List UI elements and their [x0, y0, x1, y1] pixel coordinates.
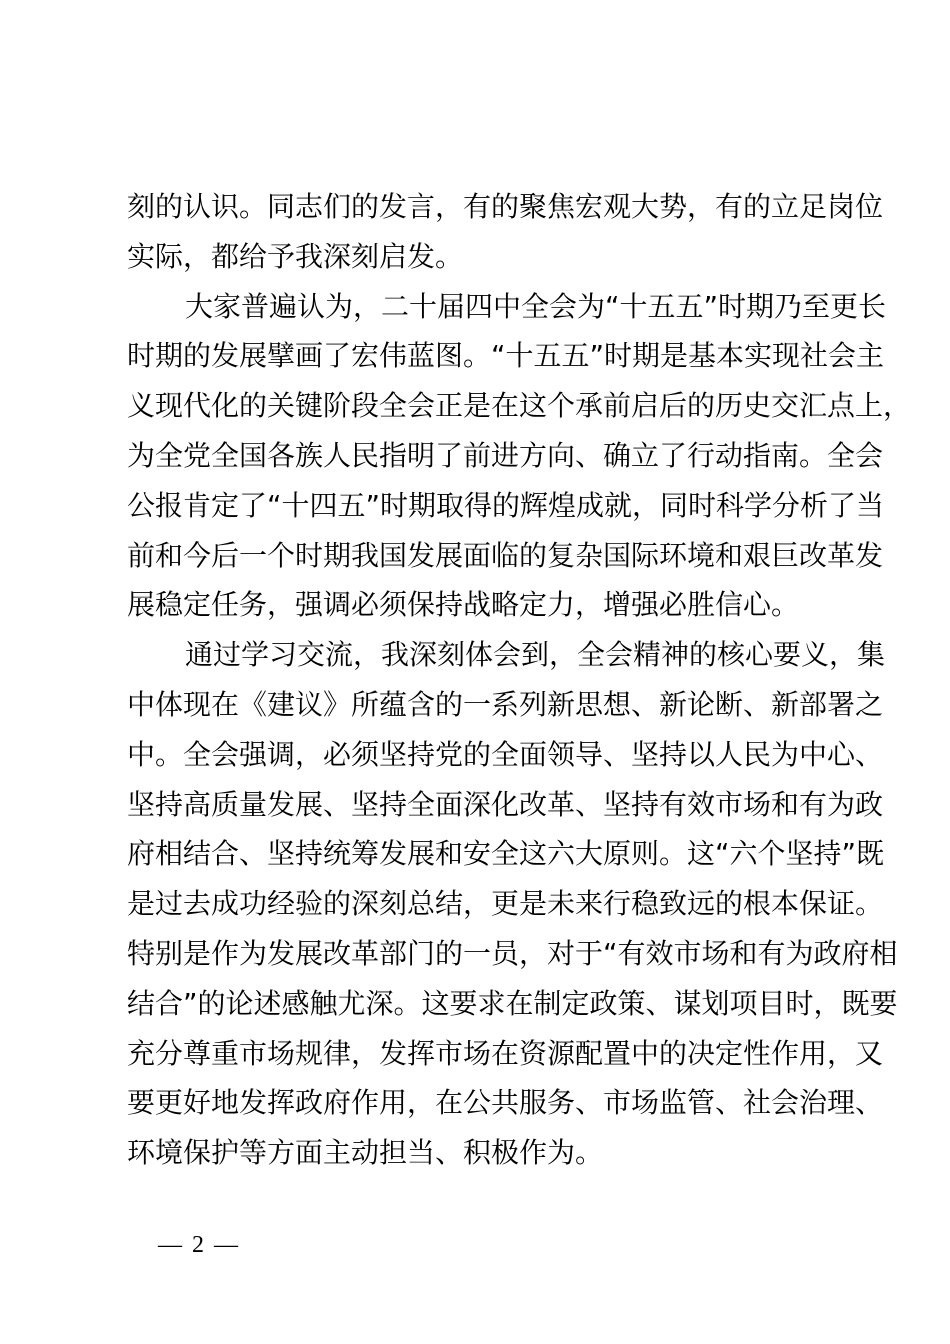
text-line: 特别是作为发展改革部门的一员，对于“有效市场和有为政府相 — [127, 936, 898, 970]
text-line: 义现代化的关键阶段全会正是在这个承前启后的历史交汇点上， — [127, 389, 912, 423]
page-number: — 2 — — [158, 1232, 240, 1258]
text-line: 府相结合、坚持统筹发展和安全这六大原则。这“六个坚持”既 — [127, 837, 885, 871]
text-line: 通过学习交流，我深刻体会到，全会精神的核心要义，集 — [185, 638, 886, 672]
text-line: 公报肯定了“十四五”时期取得的辉煌成就，同时科学分析了当 — [127, 488, 885, 522]
paragraph — [127, 630, 898, 1178]
text-line: 时期的发展擘画了宏伟蓝图。“十五五”时期是基本实现社会主 — [127, 339, 885, 373]
document-body — [127, 182, 912, 1178]
text-line: 刻的认识。同志们的发言，有的聚焦宏观大势，有的立足岗位 — [127, 190, 884, 223]
text-line: 为全党全国各族人民指明了前进方向、确立了行动指南。全会 — [127, 438, 884, 472]
text-line: 要更好地发挥政府作用，在公共服务、市场监管、社会治理、 — [127, 1086, 884, 1120]
text-line: 充分尊重市场规律，发挥市场在资源配置中的决定性作用，又 — [127, 1036, 884, 1070]
paragraph — [127, 282, 912, 631]
text-line: 结合”的论述感触尤深。这要求在制定政策、谋划项目时，既要 — [127, 986, 898, 1020]
text-line: 实际，都给予我深刻启发。 — [127, 239, 464, 273]
text-line: 环境保护等方面主动担当、积极作为。 — [127, 1136, 604, 1170]
paragraph — [127, 182, 884, 282]
text-line: 展稳定任务，强调必须保持战略定力，增强必胜信心。 — [127, 588, 800, 622]
text-line: 是过去成功经验的深刻总结，更是未来行稳致远的根本保证。 — [127, 887, 884, 921]
text-line: 前和今后一个时期我国发展面临的复杂国际环境和艰巨改革发 — [127, 538, 884, 572]
text-line: 大家普遍认为，二十届四中全会为“十五五”时期乃至更长 — [185, 289, 887, 323]
text-line: 中体现在《建议》所蕴含的一系列新思想、新论断、新部署之 — [127, 687, 884, 721]
text-line: 坚持高质量发展、坚持全面深化改革、坚持有效市场和有为政 — [127, 787, 884, 821]
text-line: 中。全会强调，必须坚持党的全面领导、坚持以人民为中心、 — [127, 737, 884, 771]
